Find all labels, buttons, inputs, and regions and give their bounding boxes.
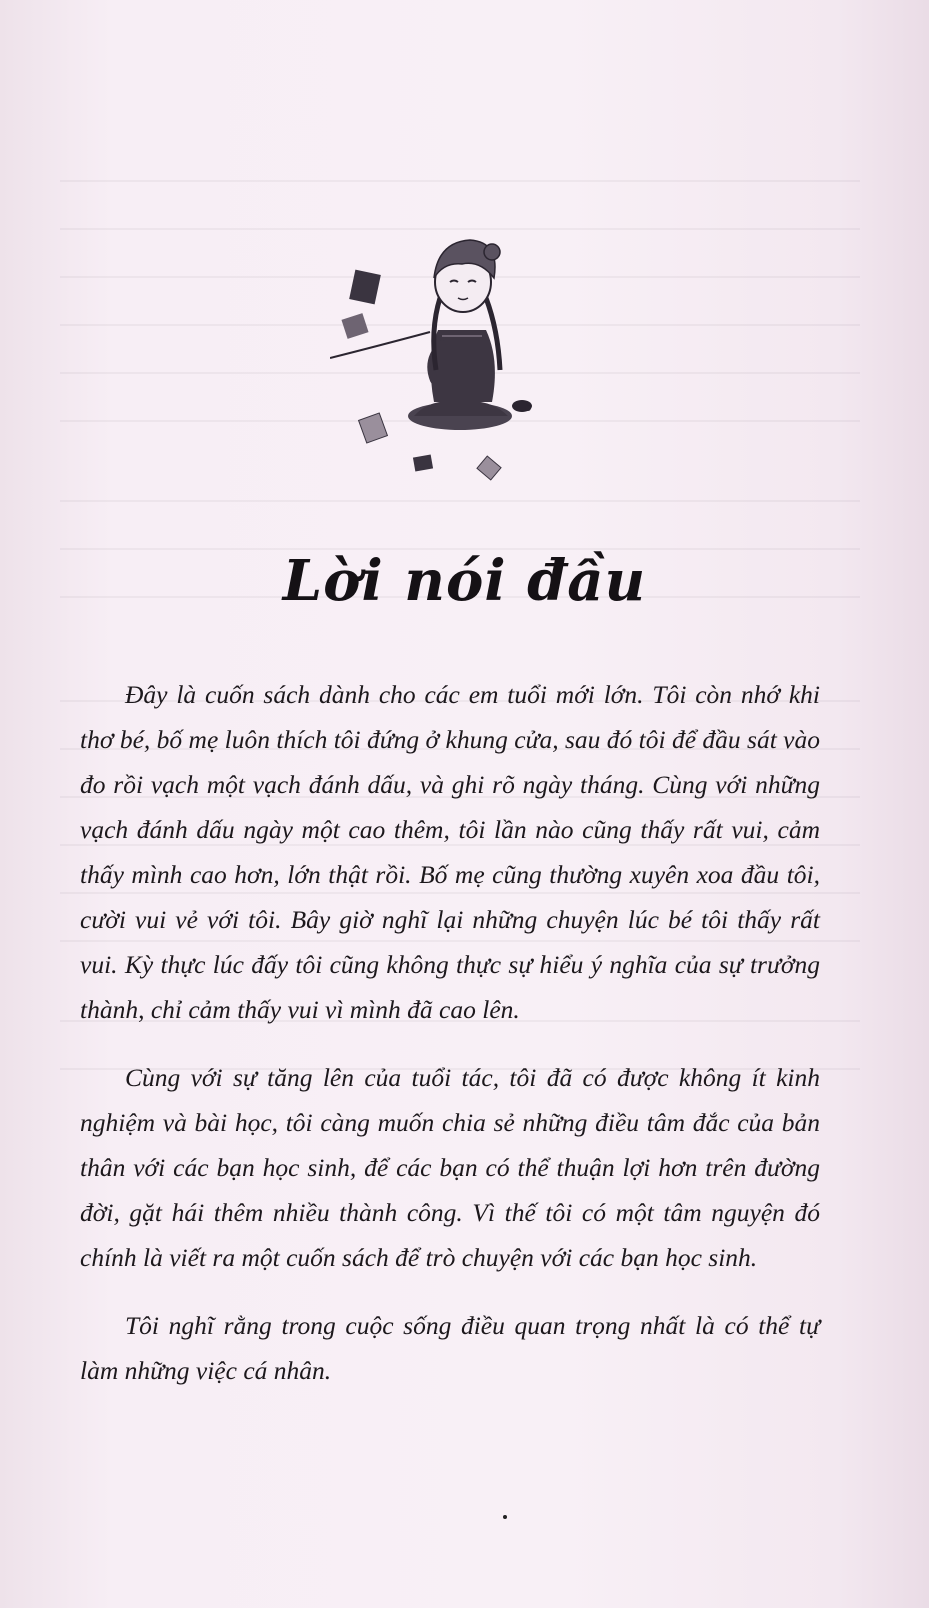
ink-speck	[503, 1515, 507, 1519]
falling-card-icon	[349, 270, 381, 305]
paragraph: Cùng với sự tăng lên của tuổi tác, tôi đã có được không ít kinh nghiệm và bài học, tôi càng muốn chia sẻ những điều tâm đắc của bản thân với các bạn học sinh, để các bạn có thể thuận lợi hơn trên đường đời, gặt hái thêm nhiều thành công. Vì thế tôi có một tâm nguyện đó chính là viết ra một cuốn sách để trò chuyện với các bạn học sinh.	[80, 1063, 820, 1272]
page-title: Lời nói đầu	[282, 547, 647, 614]
girl-sitting-with-falling-cards-illustration	[330, 220, 570, 490]
falling-card-icon	[477, 456, 501, 480]
falling-card-icon	[359, 413, 388, 443]
falling-card-icon	[413, 455, 433, 472]
paragraph: Tôi nghĩ rằng trong cuộc sống điều quan trọng nhất là có thể tự làm những việc cá nhân.	[80, 1311, 820, 1385]
paragraph: Đây là cuốn sách dành cho các em tuổi mới lớn. Tôi còn nhớ khi thơ bé, bố mẹ luôn thích tôi đứng ở khung cửa, sau đó tôi để đầu sát vào đo rồi vạch một vạch đánh dấu, và ghi rõ ngày tháng. Cùng với những vạch đánh dấu ngày một cao thêm, tôi lần nào cũng thấy rất vui, cảm thấy mình cao hơn, lớn thật rồi. Bố mẹ cũng thường xuyên xoa đầu tôi, cười vui vẻ với tôi. Bây giờ nghĩ lại những chuyện lúc bé tôi thấy rất vui. Kỳ thực lúc đấy tôi cũng không thực sự hiểu ý nghĩa của sự trưởng thành, chỉ cảm thấy vui vì mình đã cao lên.	[80, 680, 820, 1024]
falling-card-icon	[341, 313, 368, 339]
body-text	[80, 672, 820, 1393]
